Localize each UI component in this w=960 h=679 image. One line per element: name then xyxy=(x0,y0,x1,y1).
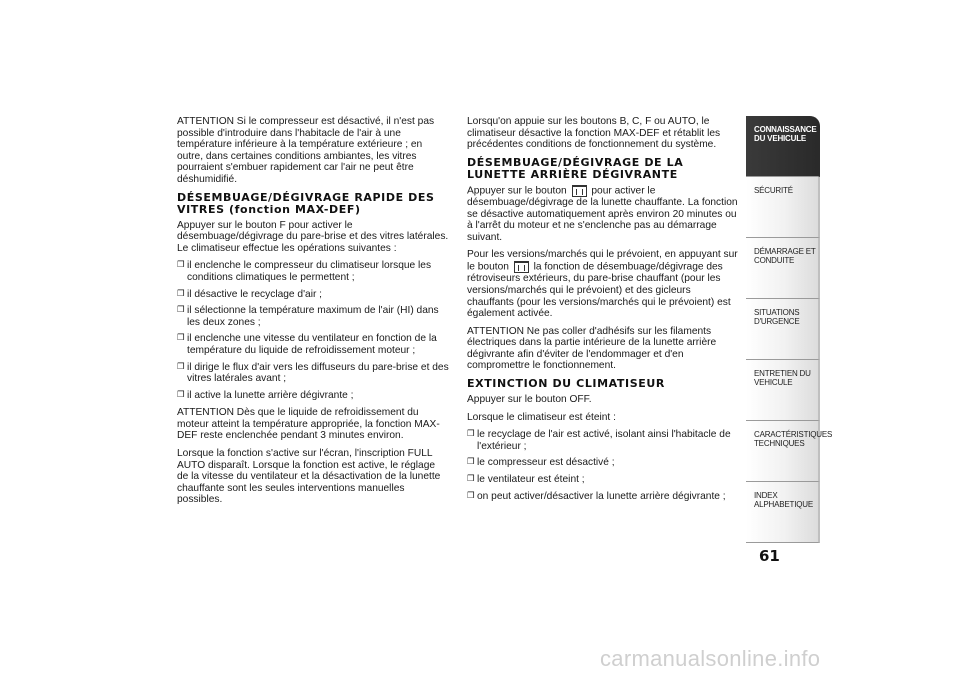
tab-label-line1: SÉCURITÉ xyxy=(754,186,793,195)
section-tabs xyxy=(746,116,833,543)
tab-label-line2: DU VEHICULE xyxy=(754,134,807,143)
full-auto-paragraph: Lorsque la fonction s'active sur l'écran, l'inscription FULL AUTO disparaît. Lorsque la fonction est active, le réglage de la vitesse du ventilateur et la désactivation de la lunette chauffante sont les seules interventions manuelles possibles. xyxy=(177,448,441,506)
buttons-deactivate-paragraph: Lorsqu'on appuie sur les boutons B, C, F ou AUTO, le climatiseur désactive la fonction MAX-DEF et rétablit les précédentes conditions de fonctionnement du système. xyxy=(467,116,721,151)
heading-climate-off: EXTINCTION DU CLIMATISEUR xyxy=(467,377,665,391)
tab-label-line2: D'URGENCE xyxy=(754,317,800,326)
tab-securite[interactable] xyxy=(746,177,820,238)
tab-label-line1: INDEX xyxy=(754,491,778,500)
max-def-operations-list xyxy=(177,260,449,401)
tab-connaissance-du-vehicule[interactable] xyxy=(746,116,820,177)
tab-label-line2: VEHICULE xyxy=(754,378,793,387)
rear-defrost-icon xyxy=(514,261,529,273)
list-item: ❒ le recyclage de l'air est activé, isolant ainsi l'habitacle de l'extérieur ; xyxy=(467,429,739,452)
press-off-paragraph: Appuyer sur le bouton OFF. xyxy=(467,394,592,406)
attention-adhesives: ATTENTION Ne pas coller d'adhésifs sur les filaments électriques dans la partie intérieure de la lunette arrière dégivrante afin d'éviter de l'endommager et d'en compromettre le fonctionnement. xyxy=(467,325,717,372)
tab-label-line1: DÉMARRAGE ET xyxy=(754,247,816,256)
list-item: ❒ il désactive le recyclage d'air ; xyxy=(177,289,449,301)
climate-off-intro: Lorsque le climatiseur est éteint : xyxy=(467,411,616,423)
list-item: ❒ il enclenche une vitesse du ventilateur en fonction de la température du liquide de refroidissement moteur ; xyxy=(177,333,449,356)
list-item: ❒ il dirige le flux d'air vers les diffuseurs du pare-brise et des vitres latérales avant ; xyxy=(177,362,449,385)
left-column xyxy=(177,116,449,512)
tab-label-line2: TECHNIQUES xyxy=(754,439,805,448)
rear-defrost-paragraph xyxy=(467,185,739,244)
rear-defrost-icon xyxy=(572,185,587,197)
tab-index-alphabetique[interactable] xyxy=(746,482,820,543)
climate-off-list xyxy=(467,429,739,502)
tab-label-line1: CARACTÉRISTIQUES xyxy=(754,430,833,439)
tab-demarrage-et-conduite[interactable] xyxy=(746,238,820,299)
list-item: ❒ il enclenche le compresseur du climatiseur lorsque les conditions climatiques le permettent ; xyxy=(177,260,449,283)
mirrors-defrost-text-b: la fonction de désembuage/dégivrage des rétroviseurs extérieurs, du pare-brise chauffant (pour les versions/marchés qui le prévoient) et des gicleurs chauffants (pour les versions/marchés qui le prévoient) est également activée. xyxy=(467,261,731,320)
rear-defrost-text-a: Appuyer sur le bouton xyxy=(467,185,567,197)
list-item: ❒ le ventilateur est éteint ; xyxy=(467,474,739,486)
mirrors-defrost-text-a: Pour les versions/marchés qui le prévoient, en appuyant sur le bouton xyxy=(467,249,738,273)
tab-situations-d-urgence[interactable] xyxy=(746,299,820,360)
attention-compressor: ATTENTION Si le compresseur est désactivé, il n'est pas possible d'introduire dans l'habitacle de l'air à une température inférieure à la température extérieure ; en outre, dans certaines conditions ambiantes, les vitres pourraient s'embuer rapidement car l'air ne peut être déshumidifié. xyxy=(177,116,435,185)
list-item: ❒ le compresseur est désactivé ; xyxy=(467,457,739,469)
mirrors-defrost-paragraph xyxy=(467,249,739,319)
list-item: ❒ il sélectionne la température maximum de l'air (HI) dans les deux zones ; xyxy=(177,305,449,328)
list-item: ❒ on peut activer/désactiver la lunette arrière dégivrante ; xyxy=(467,491,739,503)
tab-entretien-du-vehicule[interactable] xyxy=(746,360,820,421)
tab-caracteristiques-techniques[interactable] xyxy=(746,421,833,482)
rear-defrost-text-b: pour activer le désembuage/dégivrage de la lunette chauffante. La fonction se désactive automatiquement après environ 20 minutes ou à l'arrêt du moteur et ne s'enclenche pas au démarrage suivant. xyxy=(467,185,738,243)
tab-label-line1: SITUATIONS xyxy=(754,308,800,317)
tab-label-line2: ALPHABETIQUE xyxy=(754,500,813,509)
list-item: ❒ il active la lunette arrière dégivrante ; xyxy=(177,390,449,402)
page-number: 61 xyxy=(759,547,780,565)
max-def-intro: Appuyer sur le bouton F pour activer le désembuage/dégivrage du pare-brise et des vitres latérales. Le climatiseur effectue les opérations suivantes : xyxy=(177,219,449,254)
attention-coolant: ATTENTION Dès que le liquide de refroidissement du moteur atteint la température appropriée, la fonction MAX-DEF reste enclenchée pendant 3 minutes environ. xyxy=(177,407,440,442)
tab-label-line2: CONDUITE xyxy=(754,256,795,265)
right-column xyxy=(467,116,739,508)
heading-rear-defrost: DÉSEMBUAGE/DÉGIVRAGE DE LA LUNETTE ARRIÈRE DÉGIVRANTE xyxy=(467,155,684,181)
heading-max-def: DÉSEMBUAGE/DÉGIVRAGE RAPIDE DES VITRES (fonction MAX-DEF) xyxy=(177,190,435,216)
tab-label-line1: ENTRETIEN DU xyxy=(754,369,811,378)
tab-label-line1: CONNAISSANCE xyxy=(754,125,817,134)
watermark: carmanualsonline.info xyxy=(600,646,821,671)
